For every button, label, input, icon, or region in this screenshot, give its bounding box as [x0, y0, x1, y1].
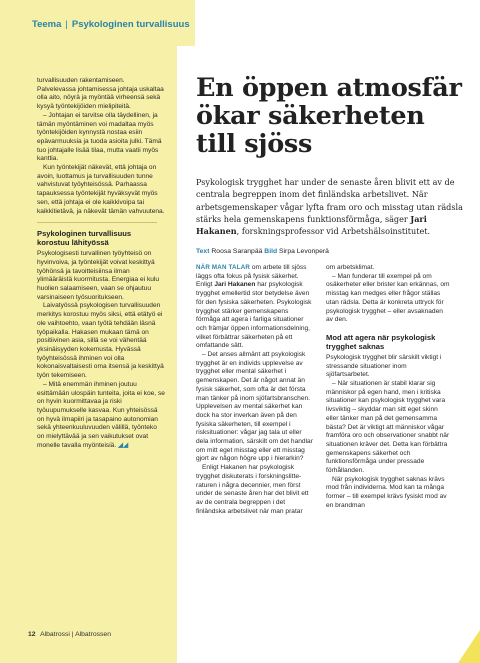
article-subheading: Mod att agera när psykologisk trygghet saknas	[326, 332, 436, 351]
sidebar-text-column	[37, 77, 165, 450]
sidebar-paragraph: Laivatyössä psykologisen turvallisuuden merkitys korostuu myös siksi, että etätyö ei ole vaihtoehto, vaan työtä tehdään läsnä työpaikalla. Hakasen mukaan tämä on positiivinen asia, sillä se voi vähentää yksinäisyyden kokemusta. Hyvässä työyhteisössä ihminen voi olla kokonaisvaltaisesti oma itsensä ja keskittyä työn tekemiseen.	[37, 302, 164, 380]
page-footer	[28, 631, 111, 638]
section-label: Teema	[32, 19, 62, 30]
section-header	[32, 19, 190, 30]
article-title: En öppen atmosfär ökar säkerheten till sjöss	[196, 73, 462, 159]
article-paragraph: När psykologisk trygghet saknas krävs mod från individerna. Mod kan ta många former – till exempel krävs fysiskt mod av en brandman	[326, 475, 447, 509]
article-paragraph: om arbetsklimat.	[326, 264, 375, 271]
article-lead	[196, 176, 466, 237]
byline-photo-label: Bild	[264, 248, 278, 255]
end-mark-icon: ◢◢	[118, 441, 129, 449]
byline-text-label: Text	[196, 248, 210, 255]
sidebar-paragraph	[37, 381, 165, 451]
article-paragraph: Enligt Hakanen har psykologisk trygghet diskuterats i forskningslitteraturen i några decennier, men först under de senaste åren har det blivit ett av de centrala begreppen i det finländska arbetslivet när man pratar	[196, 464, 309, 515]
article-paragraph	[196, 264, 314, 351]
article-paragraph: – När situationen är stabil klarar sig människor på egen hand, men i kritiska situationer kan psykologisk trygghet vara livsviktig – skyddar man sitt eget skinn eller tänker man på det gemensamma bästa? Det är viktigt att människor vågar framföra oro och observationer snabbt när situationen kräver det. Detta kan förbättra gemenskapens säkerhet och funktionsförmåga under pressade förhållanden.	[326, 380, 450, 475]
lead-name: Jari Hakanen	[196, 213, 427, 237]
byline	[196, 248, 329, 255]
byline-author: Roosa Saranpää	[211, 248, 263, 255]
page-number: 12	[28, 631, 36, 638]
section-topic: Psykologinen turvallisuus	[71, 19, 190, 30]
lead-in: NÄR MAN TALAR	[196, 264, 251, 271]
lead-text-end: , forskningsprofessor vid Arbetshälsoinstitutet.	[236, 226, 431, 237]
sidebar-paragraph: Kun työntekijät näkevät, että johtaja on avoin, luottamus ja turvallisuuden tunne vahvistuvat työyhteisössä. Parhaassa tapauksessa työntekijät hyväksyvät myös sen, että johtaja ei ole kaikkivoipa tai kaikkitietävä, ja näkevät tämän vahvuutena.	[37, 164, 165, 215]
lead-text: Psykologisk trygghet har under de senaste åren blivit ett av de centrala begreppen inom det finländska arbetslivet. När arbetsgemenskaper vågar lyfta fram oro och misstag utan rädsla stärks hela gemenskapens funktionsförmåga, säger	[196, 177, 463, 224]
publication-name: Albatrossi | Albatrossen	[40, 631, 111, 638]
section-separator: |	[65, 19, 68, 30]
sidebar-heading: Psykologinen turvallisuus korostuu lähityössä	[37, 229, 132, 248]
sidebar-divider	[37, 222, 157, 223]
article-column-2	[326, 264, 451, 511]
article-paragraph: – Det anses allmänt att psykologisk trygghet är en individs upplevelse av trygghet eller mental säkerhet i gemenskapen. Det är något annat än fysisk säkerhet, som ofta är det första man tänker på inom sjöfartsbranschen. Upplevelsen av mental säkerhet kan dock ha stor inverkan även på den fysiska säkerheten, till exempel i risksituationer: vågar jag tala ut eller dela information, särskilt om det handlar om mitt eget misstag eller ett misstag gjort av någon högre upp i hierarkin?	[196, 351, 313, 463]
paragraph-text: har psykologisk trygghet emellertid stor betydelse även för den fysiska säkerheten. Psykologisk trygghet stärker gemenskapens förmåga att agera i farliga situationer och främjar öppen informationsdelning, vilket förbättrar säkerheten på ett omfattande sätt.	[196, 281, 312, 350]
paragraph-text: om arbete till sjöss läggs ofta fokus på fysisk säkerhet. Enligt	[196, 264, 307, 289]
article-column-1	[196, 264, 314, 516]
sidebar-paragraph: – Johtajan ei tarvitse olla täydellinen, ja tämän myöntäminen voi madaltaa myös työntekijöiden kynnystä nostaa esiin epävarmuuksia ja tuoda asioita julki. Tämä tuo johtajalle lisää tilaa, mutta vaatii myös kanttia.	[37, 111, 162, 163]
article-paragraph: – Man funderar till exempel på om osäkerheter eller brister kan erkännas, om misstag kan medges eller frågor ställas utan rädsla. Detta är konkreta uttryck för psykologisk trygghet – eller avsaknaden av den.	[326, 272, 450, 324]
corner-decoration	[458, 630, 480, 663]
byline-photographer: Sirpa Levonperä	[279, 248, 329, 255]
person-name: Jari Hakanen	[214, 281, 256, 289]
sidebar-paragraph: turvallisuuden rakentamiseen. Palvelevassa johtamisessa johtaja uskaltaa olla aito, nöyrä ja myöntää virheensä sekä kysyä työntekijöiden mielipiteitä.	[37, 77, 164, 111]
article-paragraph: Psykologisk trygghet blir särskilt viktigt i stressande situationer inom sjöfartsarbetet.	[326, 353, 442, 379]
sidebar-paragraph-text: – Mitä enemmän ihminen joutuu esittämään ulospäin tunteita, joita ei koe, se on hyvin kuormittavaa ja riski työuupumukselle kasvaa. Kun yhteisössä on hyvä ilmapiiri ja tasapaino autonomian sekä yhteenkuuluvuuden välillä, työnteko on mielyttävää ja sen vaikutukset ovat monelle tavalla myönteisiä.	[37, 380, 165, 449]
sidebar-paragraph: Psykologisesti turvallinen työyhteisö on hyvinvoiva, ja työntekijät voivat keskittyä työhönsä ja tavoitteisiinsa ilman ylimääräistä kuormitusta. Energiaa ei kulu huolien salaamiseen, vaan se ohjautuu varsinaiseen työsuoritukseen.	[37, 250, 160, 301]
